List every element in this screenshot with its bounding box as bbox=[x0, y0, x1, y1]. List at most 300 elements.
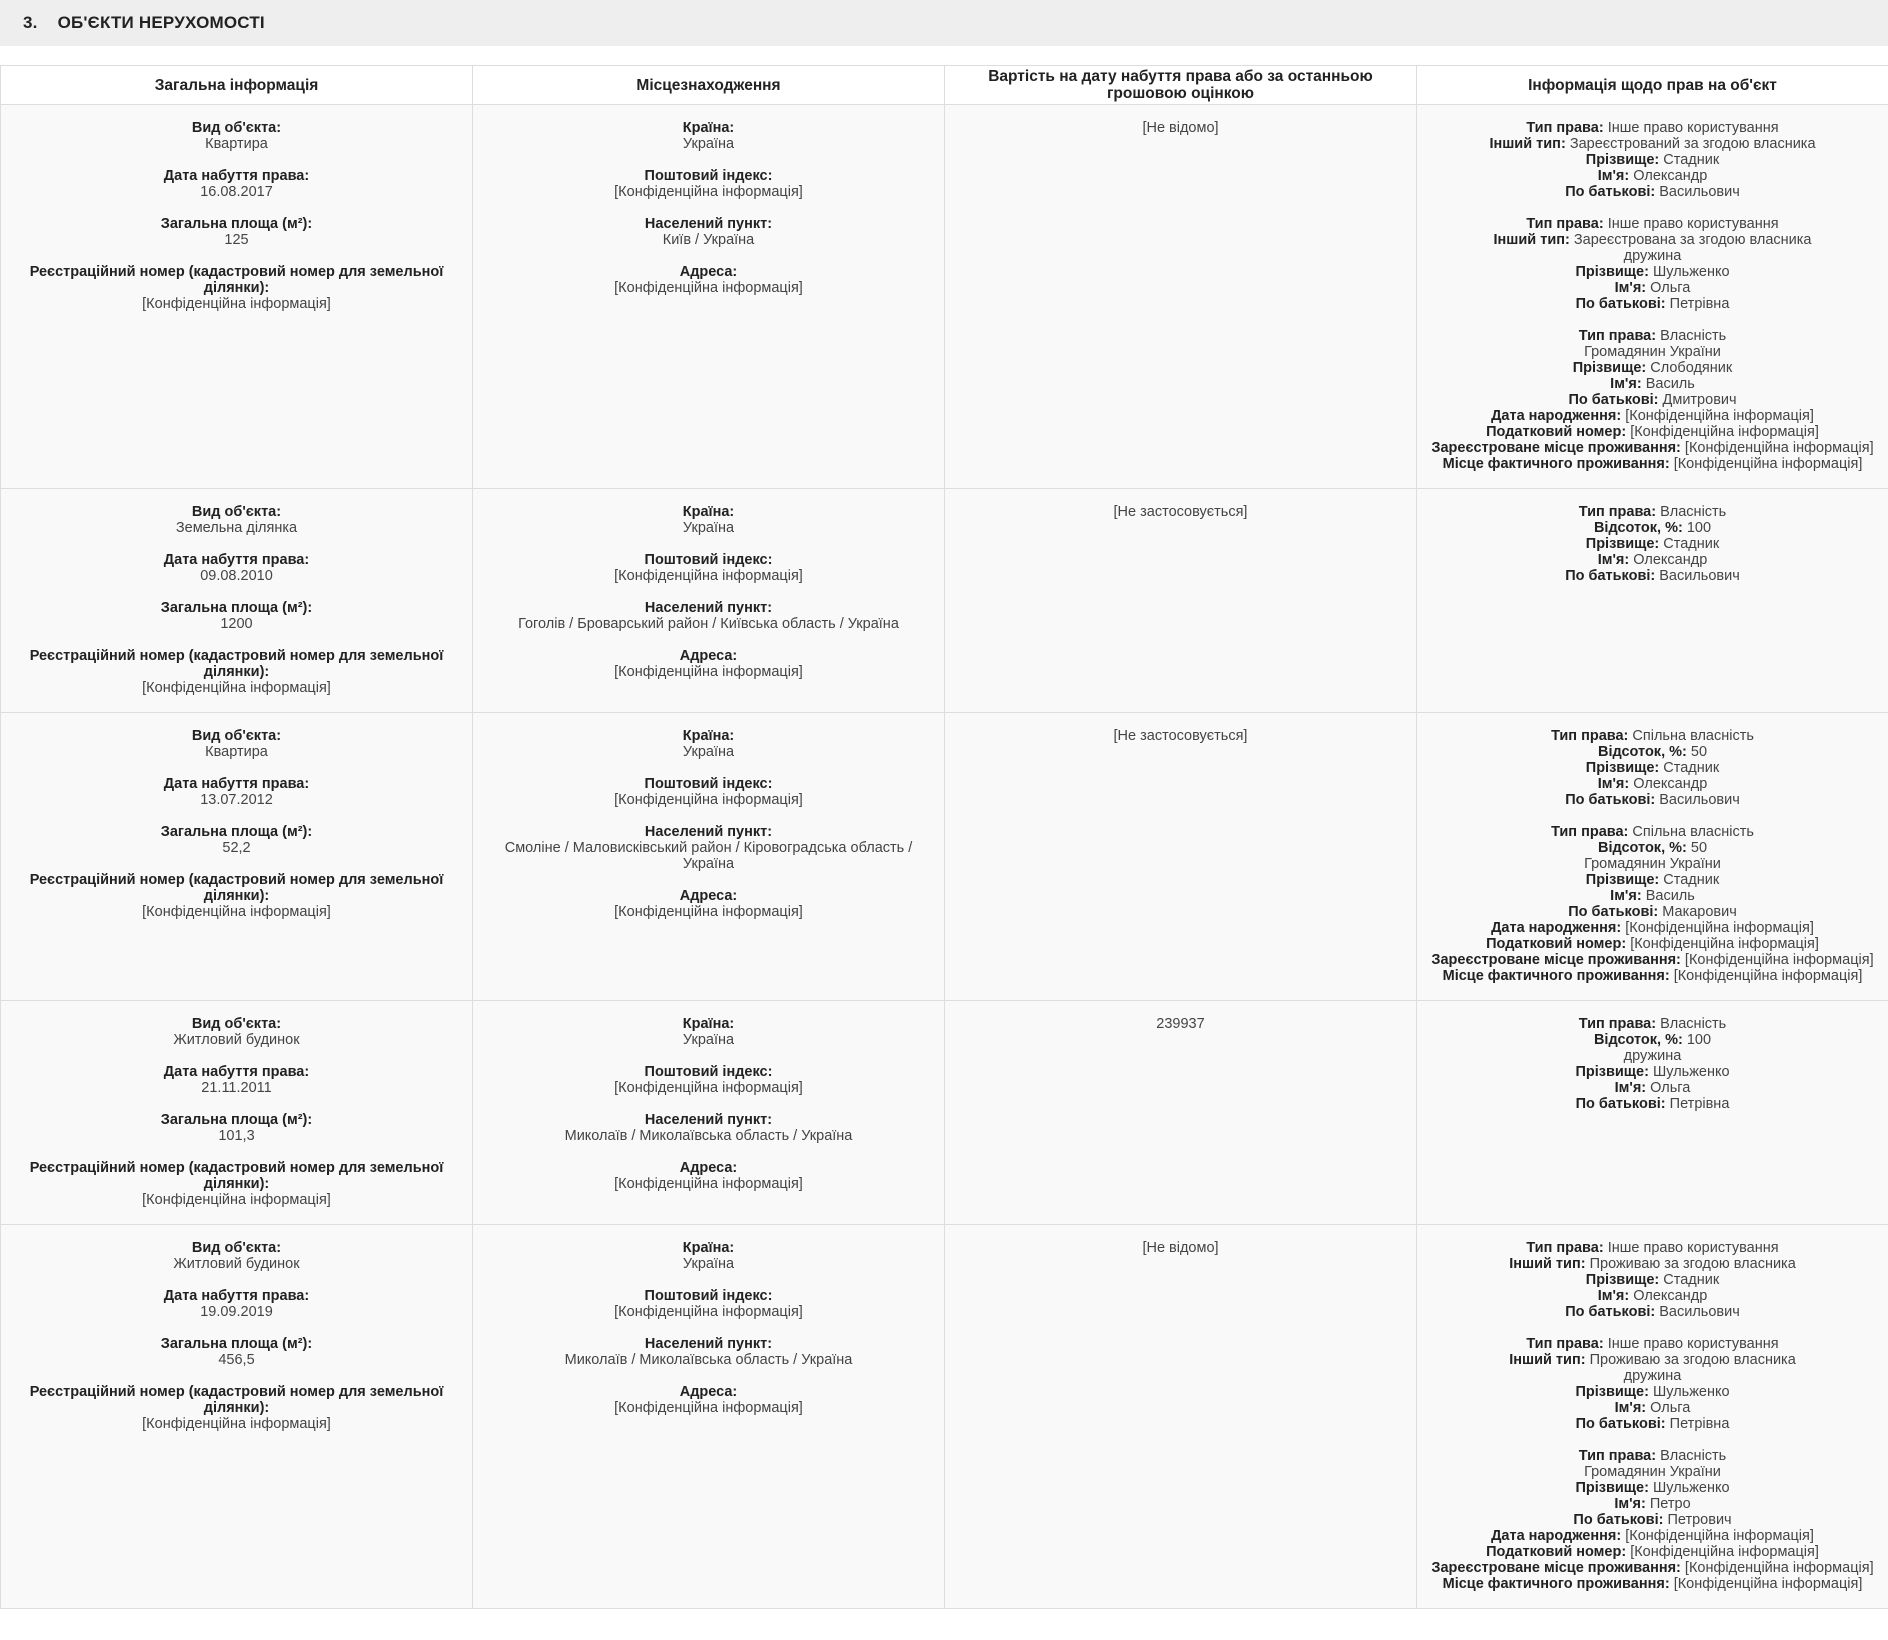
rights-line bbox=[1425, 344, 1880, 360]
rights-line bbox=[1425, 776, 1880, 792]
acquisition-date-label: Дата набуття права: bbox=[163, 776, 310, 792]
registration-number-value: [Конфіденційна інформація] bbox=[142, 904, 331, 920]
registration-number bbox=[9, 872, 464, 920]
rights-group bbox=[1425, 328, 1880, 472]
rights-line-label: Податковий номер: bbox=[1486, 1544, 1627, 1560]
value-cell: [Не застосовується] bbox=[945, 713, 1417, 1001]
total-area bbox=[9, 824, 464, 856]
rights-line bbox=[1425, 216, 1880, 232]
rights-line-label: Інший тип: bbox=[1509, 1352, 1586, 1368]
rights-line-label: Тип права: bbox=[1578, 504, 1657, 520]
rights-line bbox=[1425, 536, 1880, 552]
rights-line bbox=[1425, 856, 1880, 872]
rights-line bbox=[1425, 376, 1880, 392]
rights-line-value: 100 bbox=[1686, 520, 1712, 536]
acquisition-date bbox=[9, 168, 464, 200]
rights-line-value: Громадянин України bbox=[1584, 344, 1721, 360]
settlement bbox=[481, 824, 936, 872]
rights-line bbox=[1425, 504, 1880, 520]
address bbox=[481, 1160, 936, 1192]
settlement-value: Гоголів / Броварський район / Київська область / Україна bbox=[518, 616, 899, 632]
acquisition-date-value: 16.08.2017 bbox=[200, 184, 273, 200]
acquisition-date-value: 13.07.2012 bbox=[200, 792, 273, 808]
rights-line-label: Прізвище: bbox=[1585, 872, 1660, 888]
rights-line-label: Зареєстроване місце проживання: bbox=[1431, 1560, 1681, 1576]
rights-line-label: Ім'я: bbox=[1610, 888, 1642, 904]
rights-group bbox=[1425, 1336, 1880, 1432]
rights-line bbox=[1425, 1304, 1880, 1320]
section-title: ОБ'ЄКТИ НЕРУХОМОСТІ bbox=[57, 13, 265, 32]
rights-line-label: Прізвище: bbox=[1575, 1480, 1649, 1496]
rights-line-value: Петрович bbox=[1667, 1512, 1732, 1528]
postcode-value: [Конфіденційна інформація] bbox=[614, 1080, 803, 1096]
postcode-value: [Конфіденційна інформація] bbox=[614, 1304, 803, 1320]
rights-line-value: Ольга bbox=[1650, 1400, 1691, 1416]
address-label: Адреса: bbox=[679, 888, 738, 904]
rights-group bbox=[1425, 216, 1880, 312]
rights-line-value: [Конфіденційна інформація] bbox=[1630, 424, 1819, 440]
rights-group bbox=[1425, 504, 1880, 584]
rights-line-value: дружина bbox=[1623, 1048, 1682, 1064]
address bbox=[481, 888, 936, 920]
rights-line bbox=[1425, 1352, 1880, 1368]
table-body bbox=[1, 105, 1888, 1609]
total-area-label: Загальна площа (м²): bbox=[160, 216, 313, 232]
rights-line-value: Власність bbox=[1660, 504, 1727, 520]
rights-line-value: Васильович bbox=[1659, 568, 1740, 584]
rights-line-value: Слободяник bbox=[1650, 360, 1733, 376]
settlement-label: Населений пункт: bbox=[644, 216, 773, 232]
settlement-value: Смоліне / Маловисківський район / Кіровоградська область / Україна bbox=[504, 840, 913, 872]
address-label: Адреса: bbox=[679, 1160, 738, 1176]
section-number: 3. bbox=[23, 13, 38, 32]
rights-line-label: Ім'я: bbox=[1610, 376, 1642, 392]
acquisition-date-label: Дата набуття права: bbox=[163, 552, 310, 568]
general-info-cell bbox=[1, 713, 473, 1001]
rights-line bbox=[1425, 184, 1880, 200]
rights-line-value: [Конфіденційна інформація] bbox=[1673, 968, 1863, 984]
rights-line-value: дружина bbox=[1623, 248, 1682, 264]
rights-line bbox=[1425, 232, 1880, 248]
total-area bbox=[9, 1112, 464, 1144]
value-cell: [Не відомо] bbox=[945, 105, 1417, 489]
rights-line-value: Васильович bbox=[1659, 184, 1740, 200]
rights-line-value: Власність bbox=[1660, 328, 1727, 344]
rights-line bbox=[1425, 136, 1880, 152]
postcode-label: Поштовий індекс: bbox=[644, 1064, 773, 1080]
rights-line-label: Тип права: bbox=[1526, 120, 1604, 136]
object-type-value: Житловий будинок bbox=[173, 1032, 300, 1048]
registration-number-label: Реєстраційний номер (кадастровий номер для земельної ділянки): bbox=[29, 1384, 444, 1416]
rights-line-value: [Конфіденційна інформація] bbox=[1673, 1576, 1863, 1592]
rights-line-label: Ім'я: bbox=[1597, 1288, 1630, 1304]
rights-line bbox=[1425, 552, 1880, 568]
rights-line-label: Прізвище: bbox=[1575, 1064, 1649, 1080]
object-type bbox=[9, 120, 464, 152]
acquisition-date bbox=[9, 1064, 464, 1096]
rights-line-label: Прізвище: bbox=[1575, 264, 1649, 280]
country-value: Україна bbox=[682, 1256, 735, 1272]
rights-line-value: Власність bbox=[1660, 1016, 1727, 1032]
object-type-label: Вид об'єкта: bbox=[191, 120, 282, 136]
address-value: [Конфіденційна інформація] bbox=[614, 1176, 803, 1192]
rights-line bbox=[1425, 1512, 1880, 1528]
rights-line-value: Зареєстрований за згодою власника bbox=[1569, 136, 1816, 152]
rights-line-value: Олександр bbox=[1633, 552, 1708, 568]
rights-line bbox=[1425, 1416, 1880, 1432]
address-value: [Конфіденційна інформація] bbox=[614, 280, 803, 296]
rights-line bbox=[1425, 1336, 1880, 1352]
country bbox=[481, 504, 936, 536]
rights-line-label: Прізвище: bbox=[1585, 152, 1660, 168]
rights-line-value: [Конфіденційна інформація] bbox=[1630, 1544, 1819, 1560]
object-type-value: Земельна ділянка bbox=[175, 520, 298, 536]
rights-line-label: По батькові: bbox=[1568, 904, 1659, 920]
rights-line-value: Стадник bbox=[1663, 152, 1720, 168]
header-value: Вартість на дату набуття права або за останньою грошовою оцінкою bbox=[945, 66, 1417, 105]
rights-line-label: Ім'я: bbox=[1597, 168, 1630, 184]
rights-line-value: Ольга bbox=[1650, 280, 1691, 296]
total-area-value: 101,3 bbox=[218, 1128, 255, 1144]
rights-line bbox=[1425, 1384, 1880, 1400]
rights-line-label: По батькові: bbox=[1565, 568, 1656, 584]
object-type bbox=[9, 728, 464, 760]
rights-line-label: Інший тип: bbox=[1509, 1256, 1586, 1272]
rights-line-value: Василь bbox=[1645, 888, 1695, 904]
general-info-cell bbox=[1, 105, 473, 489]
country-value: Україна bbox=[682, 744, 735, 760]
object-type-label: Вид об'єкта: bbox=[191, 728, 282, 744]
rights-line-label: Прізвище: bbox=[1575, 1384, 1649, 1400]
acquisition-date-value: 09.08.2010 bbox=[200, 568, 273, 584]
postcode bbox=[481, 552, 936, 584]
table-row bbox=[1, 489, 1888, 713]
rights-line-value: Васильович bbox=[1659, 792, 1740, 808]
acquisition-date bbox=[9, 552, 464, 584]
rights-line-value: Шульженко bbox=[1652, 1064, 1730, 1080]
rights-line-value: 50 bbox=[1690, 744, 1708, 760]
object-type-value: Квартира bbox=[205, 136, 268, 152]
object-type-value: Квартира bbox=[205, 744, 268, 760]
address bbox=[481, 264, 936, 296]
rights-line-value: [Конфіденційна інформація] bbox=[1684, 440, 1874, 456]
address-value: [Конфіденційна інформація] bbox=[614, 904, 803, 920]
rights-line-value: Громадянин України bbox=[1584, 1464, 1721, 1480]
rights-line-label: По батькові: bbox=[1575, 296, 1666, 312]
country-label: Країна: bbox=[682, 504, 735, 520]
table-header-row bbox=[1, 66, 1888, 105]
rights-line bbox=[1425, 1368, 1880, 1384]
country bbox=[481, 1016, 936, 1048]
settlement bbox=[481, 1112, 936, 1144]
settlement-label: Населений пункт: bbox=[644, 1112, 773, 1128]
rights-line-label: Зареєстроване місце проживання: bbox=[1431, 440, 1681, 456]
total-area-value: 125 bbox=[224, 232, 249, 248]
rights-group bbox=[1425, 728, 1880, 808]
rights-line bbox=[1425, 264, 1880, 280]
registration-number bbox=[9, 1384, 464, 1432]
postcode-value: [Конфіденційна інформація] bbox=[614, 184, 803, 200]
total-area-label: Загальна площа (м²): bbox=[160, 1336, 313, 1352]
rights-line-value: Шульженко bbox=[1652, 264, 1730, 280]
rights-line bbox=[1425, 792, 1880, 808]
country-value: Україна bbox=[682, 136, 735, 152]
location-cell bbox=[473, 1225, 945, 1609]
total-area-value: 1200 bbox=[220, 616, 253, 632]
rights-line-label: Прізвище: bbox=[1585, 536, 1660, 552]
rights-line-label: Дата народження: bbox=[1491, 1528, 1622, 1544]
real-estate-table bbox=[0, 65, 1888, 1609]
rights-group bbox=[1425, 824, 1880, 984]
postcode bbox=[481, 1288, 936, 1320]
rights-line-label: Ім'я: bbox=[1597, 552, 1630, 568]
table-row bbox=[1, 105, 1888, 489]
rights-line-label: По батькові: bbox=[1565, 1304, 1656, 1320]
country-label: Країна: bbox=[682, 728, 735, 744]
settlement-label: Населений пункт: bbox=[644, 824, 773, 840]
rights-line bbox=[1425, 456, 1880, 472]
object-type-label: Вид об'єкта: bbox=[191, 1240, 282, 1256]
rights-line-value: [Конфіденційна інформація] bbox=[1630, 936, 1819, 952]
country bbox=[481, 1240, 936, 1272]
rights-line bbox=[1425, 936, 1880, 952]
rights-line-label: Відсоток, %: bbox=[1593, 1032, 1683, 1048]
rights-line-label: Зареєстроване місце проживання: bbox=[1431, 952, 1681, 968]
rights-line bbox=[1425, 840, 1880, 856]
acquisition-date-value: 19.09.2019 bbox=[200, 1304, 273, 1320]
rights-line-label: Прізвище: bbox=[1585, 760, 1660, 776]
rights-line-value: Стадник bbox=[1663, 536, 1720, 552]
total-area-label: Загальна площа (м²): bbox=[160, 600, 313, 616]
country-label: Країна: bbox=[682, 120, 735, 136]
registration-number-label: Реєстраційний номер (кадастровий номер для земельної ділянки): bbox=[29, 1160, 444, 1192]
location-cell bbox=[473, 1001, 945, 1225]
rights-line-label: Ім'я: bbox=[1614, 280, 1647, 296]
value-cell: [Не відомо] bbox=[945, 1225, 1417, 1609]
rights-line-value: Петро bbox=[1649, 1496, 1691, 1512]
rights-line-label: По батькові: bbox=[1565, 184, 1656, 200]
total-area-label: Загальна площа (м²): bbox=[160, 1112, 313, 1128]
rights-line-value: Проживаю за згодою власника bbox=[1589, 1256, 1796, 1272]
rights-line bbox=[1425, 408, 1880, 424]
general-info-cell bbox=[1, 489, 473, 713]
settlement bbox=[481, 1336, 936, 1368]
table-row bbox=[1, 1001, 1888, 1225]
rights-line-value: Олександр bbox=[1633, 1288, 1708, 1304]
rights-line-value: Олександр bbox=[1633, 168, 1708, 184]
settlement-value: Київ / Україна bbox=[662, 232, 755, 248]
rights-line bbox=[1425, 1288, 1880, 1304]
rights-line-label: Податковий номер: bbox=[1486, 424, 1627, 440]
rights-line-label: Місце фактичного проживання: bbox=[1442, 968, 1670, 984]
rights-line bbox=[1425, 440, 1880, 456]
rights-line-label: Тип права: bbox=[1551, 824, 1629, 840]
country-value: Україна bbox=[682, 1032, 735, 1048]
rights-line bbox=[1425, 152, 1880, 168]
address bbox=[481, 1384, 936, 1416]
postcode bbox=[481, 1064, 936, 1096]
object-type-label: Вид об'єкта: bbox=[191, 1016, 282, 1032]
rights-line-label: Відсоток, %: bbox=[1593, 520, 1683, 536]
rights-line bbox=[1425, 424, 1880, 440]
rights-line-label: Дата народження: bbox=[1491, 408, 1622, 424]
acquisition-date-value: 21.11.2011 bbox=[201, 1080, 272, 1096]
rights-line-label: Місце фактичного проживання: bbox=[1442, 1576, 1670, 1592]
acquisition-date bbox=[9, 1288, 464, 1320]
registration-number-value: [Конфіденційна інформація] bbox=[142, 296, 331, 312]
country bbox=[481, 728, 936, 760]
rights-line-label: По батькові: bbox=[1575, 1416, 1666, 1432]
rights-line bbox=[1425, 248, 1880, 264]
registration-number bbox=[9, 1160, 464, 1208]
general-info-cell bbox=[1, 1225, 473, 1609]
postcode-label: Поштовий індекс: bbox=[644, 776, 773, 792]
settlement-label: Населений пункт: bbox=[644, 1336, 773, 1352]
registration-number-value: [Конфіденційна інформація] bbox=[142, 1416, 331, 1432]
object-type bbox=[9, 1240, 464, 1272]
rights-line bbox=[1425, 952, 1880, 968]
address-label: Адреса: bbox=[679, 1384, 738, 1400]
rights-line-value: Інше право користування bbox=[1607, 120, 1779, 136]
rights-line-value: Васильович bbox=[1659, 1304, 1740, 1320]
rights-line bbox=[1425, 1528, 1880, 1544]
country-label: Країна: bbox=[682, 1016, 735, 1032]
postcode bbox=[481, 776, 936, 808]
rights-line-value: Олександр bbox=[1633, 776, 1708, 792]
object-type-label: Вид об'єкта: bbox=[191, 504, 282, 520]
rights-line-value: Інше право користування bbox=[1607, 216, 1779, 232]
object-type-value: Житловий будинок bbox=[173, 1256, 300, 1272]
rights-line-value: [Конфіденційна інформація] bbox=[1625, 920, 1814, 936]
rights-line-value: Інше право користування bbox=[1607, 1336, 1779, 1352]
registration-number-value: [Конфіденційна інформація] bbox=[142, 1192, 331, 1208]
rights-line bbox=[1425, 280, 1880, 296]
rights-line-value: Стадник bbox=[1663, 760, 1720, 776]
rights-line bbox=[1425, 168, 1880, 184]
rights-line bbox=[1425, 1576, 1880, 1592]
rights-line-value: Ольга bbox=[1650, 1080, 1691, 1096]
rights-line-value: 50 bbox=[1690, 840, 1708, 856]
rights-line-value: Стадник bbox=[1663, 872, 1720, 888]
rights-line bbox=[1425, 968, 1880, 984]
rights-line bbox=[1425, 904, 1880, 920]
rights-line bbox=[1425, 760, 1880, 776]
rights-line bbox=[1425, 744, 1880, 760]
rights-line-value: [Конфіденційна інформація] bbox=[1625, 1528, 1814, 1544]
rights-line bbox=[1425, 1448, 1880, 1464]
object-type bbox=[9, 1016, 464, 1048]
rights-line-label: Інший тип: bbox=[1493, 232, 1570, 248]
postcode-label: Поштовий індекс: bbox=[644, 1288, 773, 1304]
rights-line bbox=[1425, 1048, 1880, 1064]
postcode-label: Поштовий індекс: bbox=[644, 168, 773, 184]
rights-line-label: Тип права: bbox=[1526, 1240, 1604, 1256]
rights-line bbox=[1425, 1400, 1880, 1416]
rights-line-label: Тип права: bbox=[1551, 728, 1629, 744]
rights-line-label: Прізвище: bbox=[1585, 1272, 1660, 1288]
rights-line-value: [Конфіденційна інформація] bbox=[1684, 952, 1874, 968]
rights-line-label: Інший тип: bbox=[1489, 136, 1566, 152]
table-row bbox=[1, 713, 1888, 1001]
acquisition-date-label: Дата набуття права: bbox=[163, 168, 310, 184]
rights-cell bbox=[1417, 1001, 1888, 1225]
rights-line-value: Громадянин України bbox=[1584, 856, 1721, 872]
rights-line-label: Місце фактичного проживання: bbox=[1442, 456, 1670, 472]
rights-line bbox=[1425, 296, 1880, 312]
value-cell: [Не застосовується] bbox=[945, 489, 1417, 713]
rights-line-value: Спільна власність bbox=[1632, 824, 1754, 840]
rights-line-label: Ім'я: bbox=[1597, 776, 1630, 792]
address-value: [Конфіденційна інформація] bbox=[614, 1400, 803, 1416]
acquisition-date bbox=[9, 776, 464, 808]
rights-line-label: Відсоток, %: bbox=[1597, 744, 1687, 760]
settlement-value: Миколаїв / Миколаївська область / Україна bbox=[564, 1352, 853, 1368]
rights-line bbox=[1425, 1032, 1880, 1048]
registration-number-label: Реєстраційний номер (кадастровий номер для земельної ділянки): bbox=[29, 872, 444, 904]
rights-line bbox=[1425, 872, 1880, 888]
address-value: [Конфіденційна інформація] bbox=[614, 664, 803, 680]
registration-number bbox=[9, 264, 464, 312]
rights-line-label: По батькові: bbox=[1568, 392, 1659, 408]
country-label: Країна: bbox=[682, 1240, 735, 1256]
rights-line-value: Шульженко bbox=[1652, 1384, 1730, 1400]
rights-line-value: Проживаю за згодою власника bbox=[1589, 1352, 1796, 1368]
rights-line bbox=[1425, 1240, 1880, 1256]
rights-line bbox=[1425, 520, 1880, 536]
postcode-value: [Конфіденційна інформація] bbox=[614, 568, 803, 584]
rights-cell bbox=[1417, 1225, 1888, 1609]
address-label: Адреса: bbox=[679, 648, 738, 664]
rights-line-label: По батькові: bbox=[1573, 1512, 1664, 1528]
total-area-label: Загальна площа (м²): bbox=[160, 824, 313, 840]
total-area bbox=[9, 216, 464, 248]
postcode-label: Поштовий індекс: bbox=[644, 552, 773, 568]
rights-line bbox=[1425, 824, 1880, 840]
rights-cell bbox=[1417, 713, 1888, 1001]
rights-line-value: Дмитрович bbox=[1662, 392, 1737, 408]
rights-line-value: 100 bbox=[1686, 1032, 1712, 1048]
rights-line bbox=[1425, 1464, 1880, 1480]
rights-line bbox=[1425, 1064, 1880, 1080]
rights-line-value: Шульженко bbox=[1652, 1480, 1730, 1496]
rights-line-value: [Конфіденційна інформація] bbox=[1684, 1560, 1874, 1576]
rights-line-value: Петрівна bbox=[1669, 1096, 1730, 1112]
settlement-label: Населений пункт: bbox=[644, 600, 773, 616]
rights-line-value: Василь bbox=[1645, 376, 1695, 392]
total-area bbox=[9, 600, 464, 632]
rights-line bbox=[1425, 728, 1880, 744]
rights-line-value: Петрівна bbox=[1669, 1416, 1730, 1432]
rights-line-label: Тип права: bbox=[1578, 1016, 1657, 1032]
total-area-value: 52,2 bbox=[222, 840, 251, 856]
rights-line-value: дружина bbox=[1623, 1368, 1682, 1384]
registration-number bbox=[9, 648, 464, 696]
rights-line-value: Власність bbox=[1660, 1448, 1727, 1464]
rights-line-label: Податковий номер: bbox=[1486, 936, 1627, 952]
header-location: Місцезнаходження bbox=[473, 66, 945, 105]
rights-line-label: Ім'я: bbox=[1614, 1080, 1647, 1096]
total-area bbox=[9, 1336, 464, 1368]
rights-line bbox=[1425, 1544, 1880, 1560]
rights-line-label: Тип права: bbox=[1578, 1448, 1657, 1464]
rights-line-value: Стадник bbox=[1663, 1272, 1720, 1288]
rights-cell bbox=[1417, 105, 1888, 489]
rights-line-label: Ім'я: bbox=[1614, 1400, 1647, 1416]
rights-line-label: Тип права: bbox=[1578, 328, 1657, 344]
postcode bbox=[481, 168, 936, 200]
rights-group bbox=[1425, 1448, 1880, 1592]
registration-number-label: Реєстраційний номер (кадастровий номер для земельної ділянки): bbox=[29, 264, 444, 296]
